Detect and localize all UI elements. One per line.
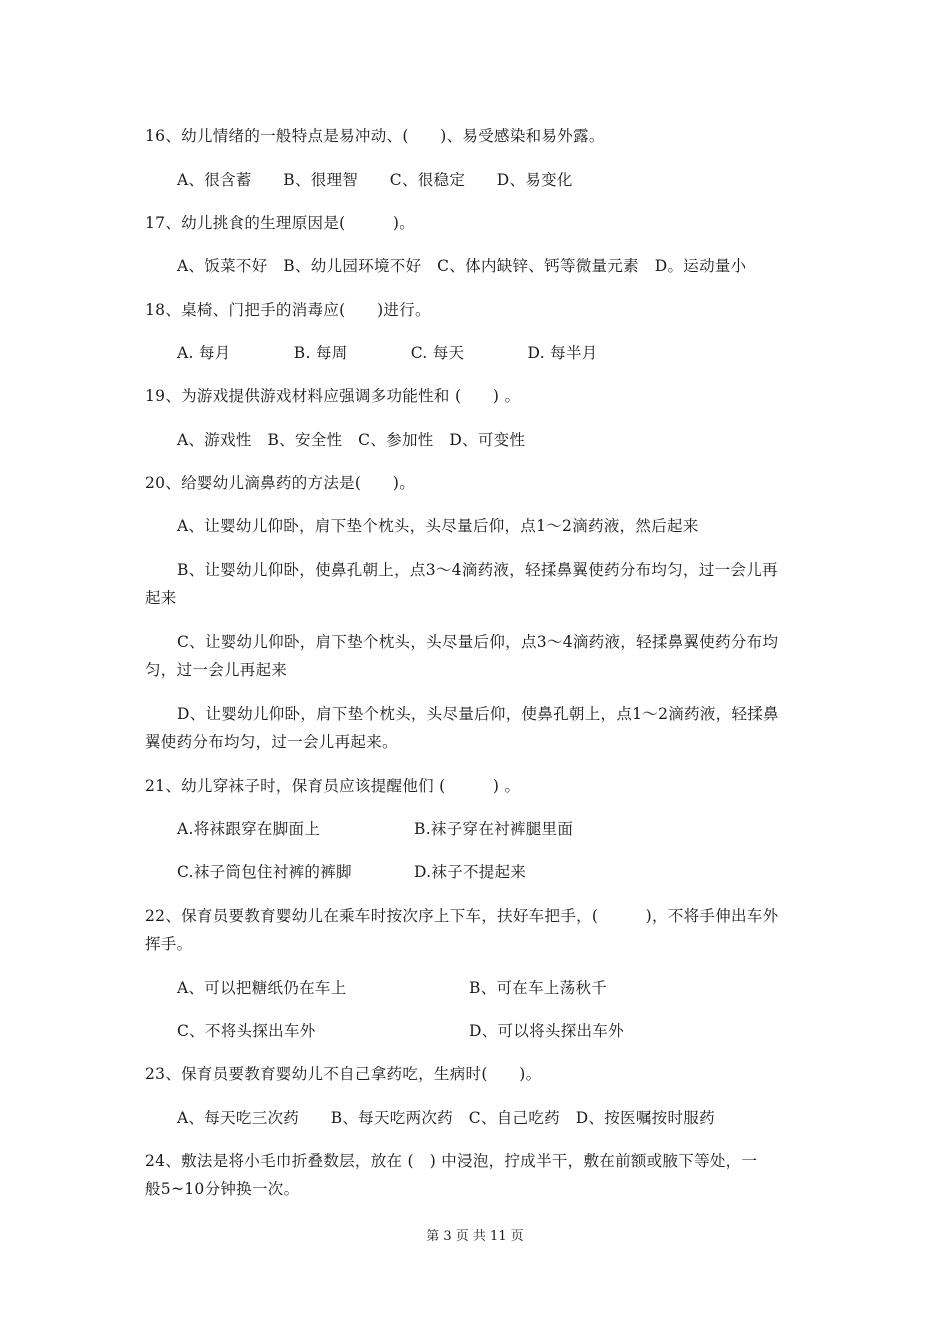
question-20-option-a: A、让婴幼儿仰卧，肩下垫个枕头，头尽量后仰，点1～2滴药液，然后起来 xyxy=(177,517,699,535)
question-18-stem: 18、桌椅、门把手的消毒应( )进行。 xyxy=(145,301,431,319)
question-17-options: A、饭菜不好 B、幼儿园环境不好 C、体内缺锌、钙等微量元素 D。运动量小 xyxy=(177,257,747,275)
question-22-option-a: A、可以把糖纸仍在车上 xyxy=(177,979,347,997)
question-23-options: A、每天吃三次药 B、每天吃两次药 C、自己吃药 D、按医嘱按时服药 xyxy=(177,1109,715,1127)
question-20-option-b-line2: 起来 xyxy=(145,589,177,607)
question-20-option-d-line1: D、让婴幼儿仰卧，肩下垫个枕头，头尽量后仰，使鼻孔朝上，点1～2滴药液，轻揉鼻 xyxy=(177,705,779,723)
question-22-option-c: C、不将头探出车外 xyxy=(177,1022,316,1040)
question-22-stem-line2: 挥手。 xyxy=(145,935,193,953)
question-20-stem: 20、给婴幼儿滴鼻药的方法是( )。 xyxy=(145,474,416,492)
question-17-stem: 17、幼儿挑食的生理原因是( )。 xyxy=(145,214,416,232)
question-19-options: A、游戏性 B、安全性 C、参加性 D、可变性 xyxy=(177,431,526,449)
question-23-stem: 23、保育员要教育婴幼儿不自己拿药吃，生病时( )。 xyxy=(145,1065,542,1083)
question-22-stem-line1: 22、保育员要教育婴幼儿在乘车时按次序上下车，扶好车把手，( )，不将手伸出车外 xyxy=(145,907,779,925)
question-22-option-b: B、可在车上荡秋千 xyxy=(469,979,608,997)
question-16-stem: 16、幼儿情绪的一般特点是易冲动、( )、易受感染和易外露。 xyxy=(145,127,605,145)
question-21-option-c: C.袜子筒包住衬裤的裤脚 xyxy=(177,863,352,881)
question-21-option-d: D.袜子不提起来 xyxy=(414,863,527,881)
question-21-option-b: B.袜子穿在衬裤腿里面 xyxy=(414,820,574,838)
question-20-option-d-line2: 翼使药分布均匀，过一会儿再起来。 xyxy=(145,733,398,751)
question-20-option-c-line1: C、让婴幼儿仰卧，肩下垫个枕头，头尽量后仰，点3～4滴药液，轻揉鼻翼使药分布均 xyxy=(177,633,779,651)
question-21-option-a: A.将袜跟穿在脚面上 xyxy=(177,820,321,838)
question-24-stem-line1: 24、敷法是将小毛巾折叠数层，放在 ( ) 中浸泡，拧成半干，敷在前额或腋下等处，一 xyxy=(145,1152,758,1170)
question-18-options: A. 每月 B. 每周 C. 每天 D. 每半月 xyxy=(177,344,598,362)
question-24-stem-line2: 般5~10分钟换一次。 xyxy=(145,1180,300,1198)
question-19-stem: 19、为游戏提供游戏材料应强调多功能性和 ( ) 。 xyxy=(145,387,521,405)
question-21-stem: 21、幼儿穿袜子时，保育员应该提醒他们 ( ) 。 xyxy=(145,777,521,795)
question-22-option-d: D、可以将头探出车外 xyxy=(469,1022,624,1040)
question-20-option-c-line2: 匀，过一会儿再起来 xyxy=(145,661,288,679)
question-20-option-b-line1: B、让婴幼儿仰卧，使鼻孔朝上，点3～4滴药液，轻揉鼻翼使药分布均匀，过一会儿再 xyxy=(177,561,778,579)
question-16-options: A、很含蓄 B、很理智 C、很稳定 D、易变化 xyxy=(177,171,573,189)
page-number-footer: 第 3 页 共 11 页 xyxy=(426,1229,524,1244)
